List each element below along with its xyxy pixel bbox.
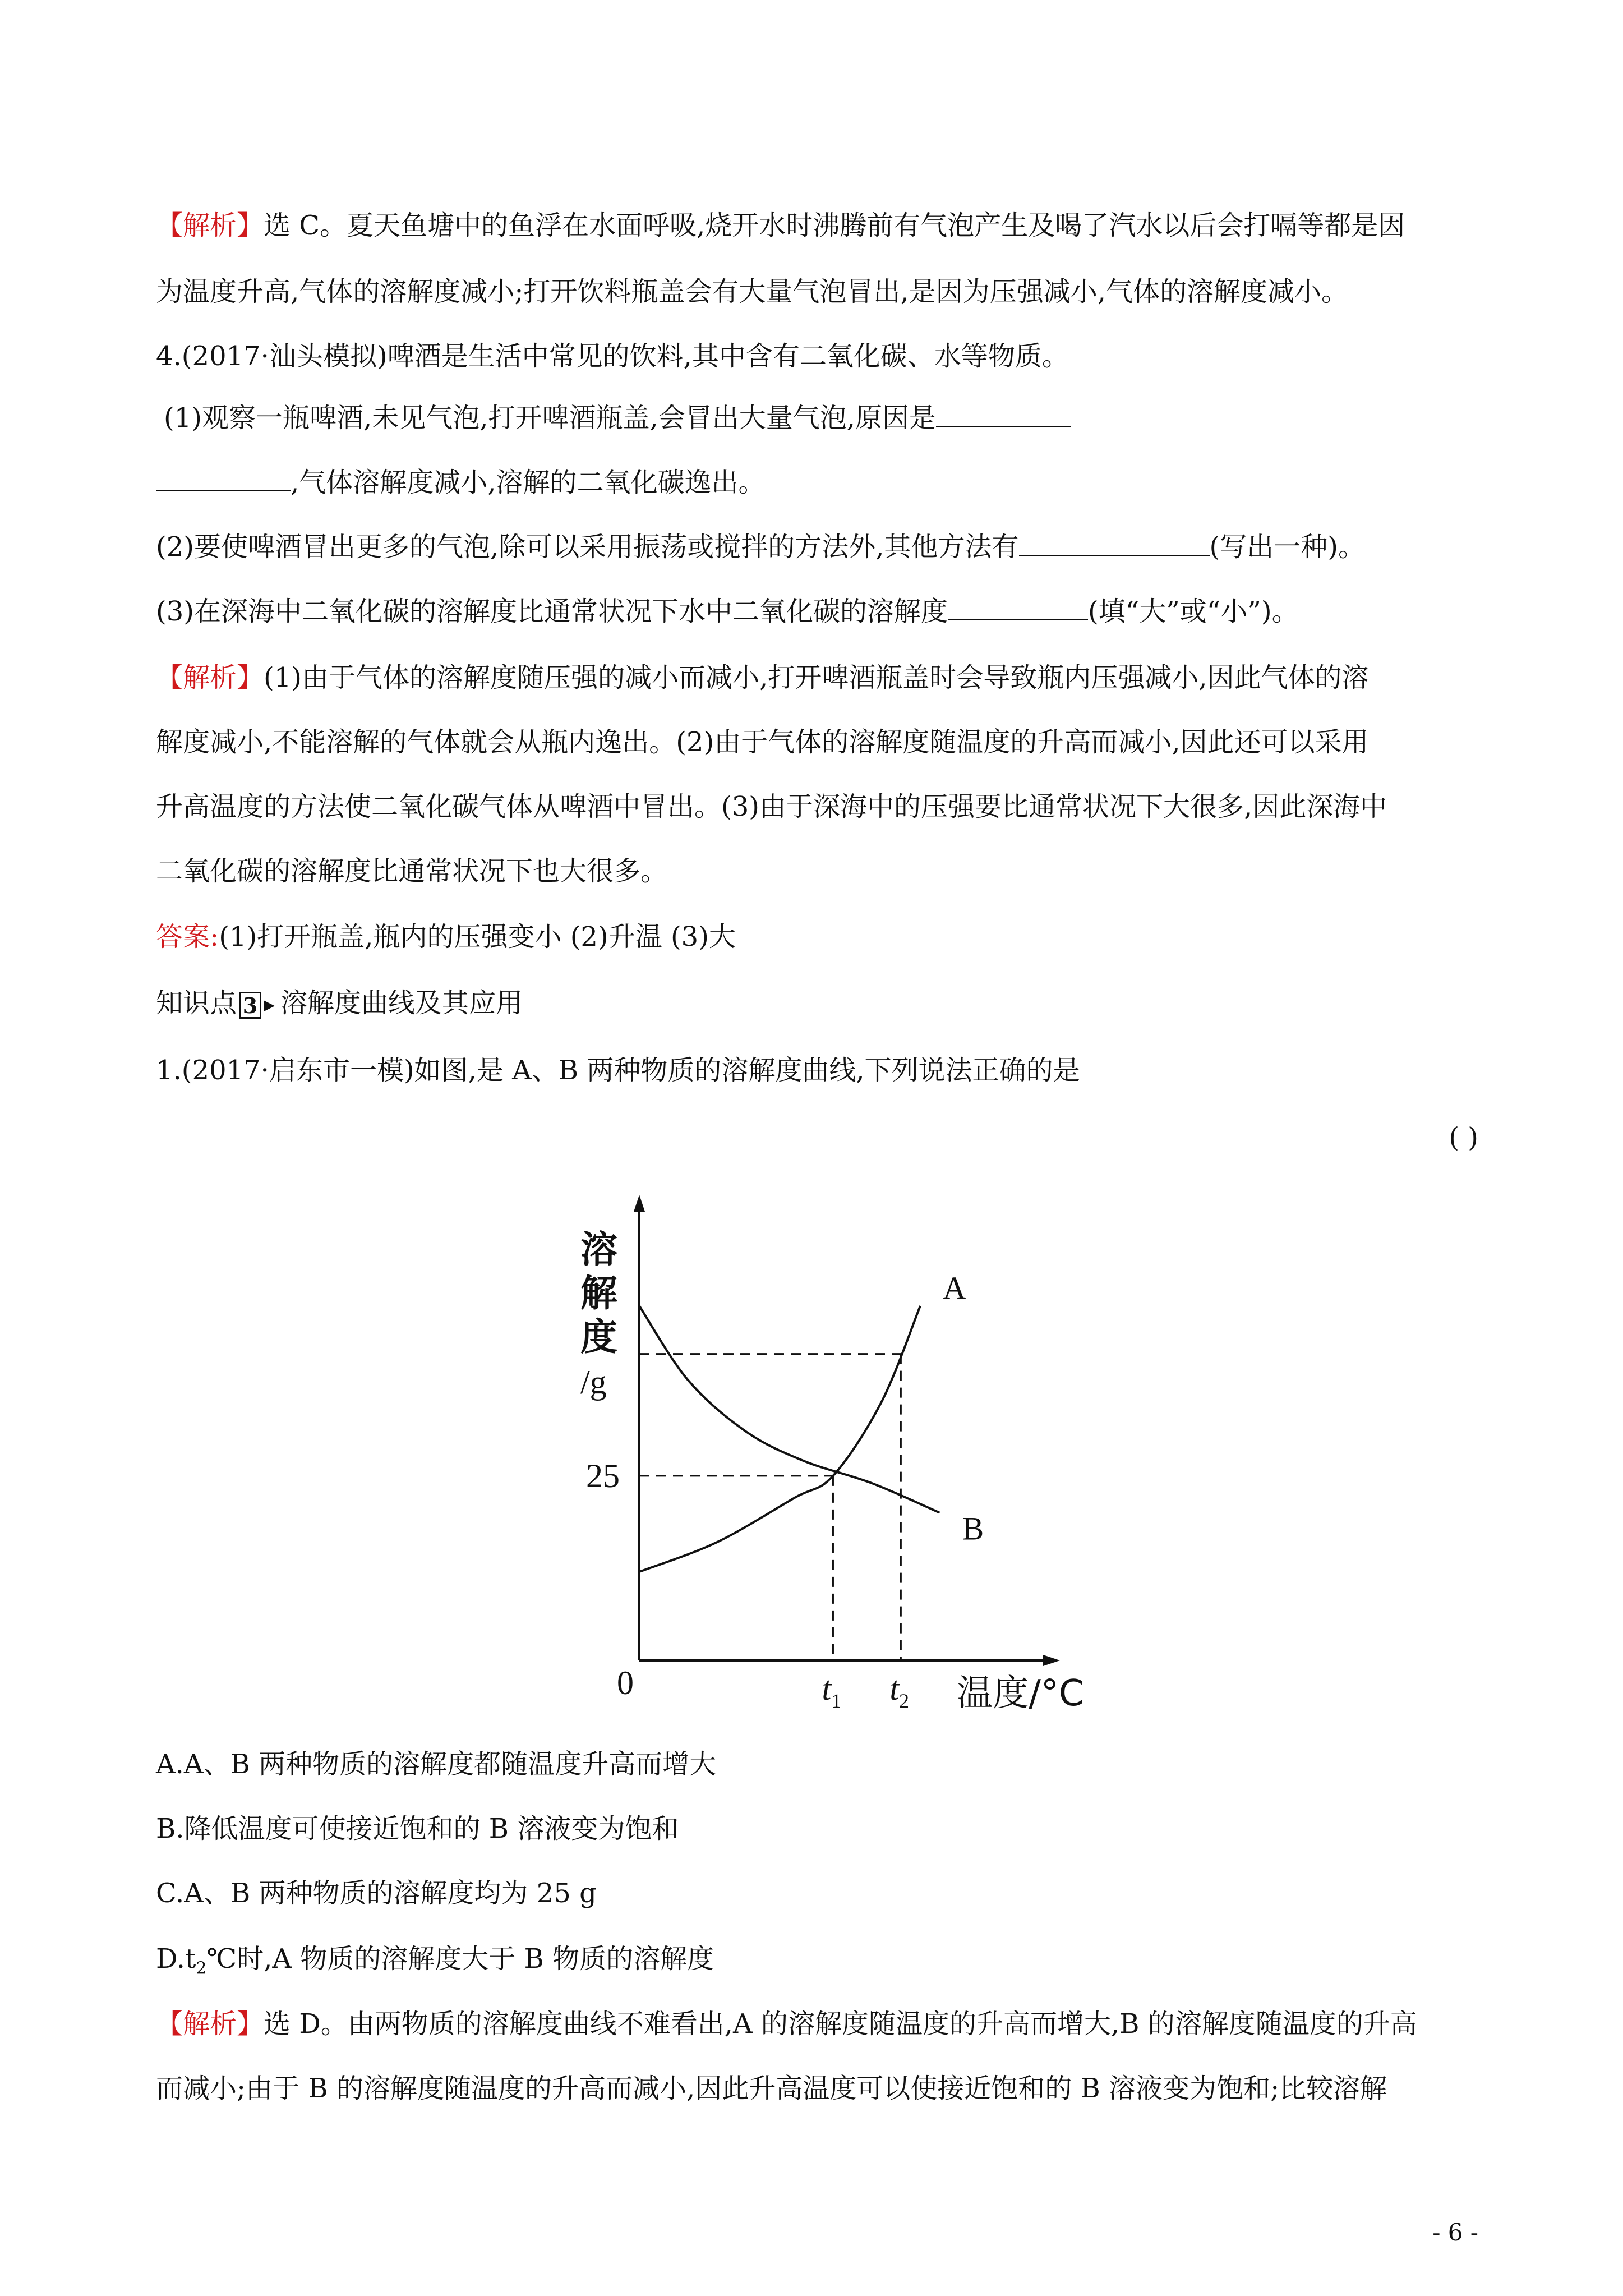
chart-axes (634, 1195, 1060, 1666)
question-4-stem: 4.(2017·汕头模拟)啤酒是生活中常见的饮料,其中含有二氧化碳、水等物质。 (156, 341, 1069, 372)
question-4-sub2: (2)要使啤酒冒出更多的气泡,除可以采用振荡或搅拌的方法外,其他方法有 (写出一种)。 (156, 531, 1365, 563)
answer-4: 答案:(1)打开瓶盖,瓶内的压强变小 (2)升温 (3)大 (156, 921, 736, 953)
series-line-b (639, 1306, 939, 1513)
series-line-a (639, 1306, 920, 1572)
question-4-sub1-cont: ,气体溶解度减小,溶解的二氧化碳逸出。 (156, 466, 766, 499)
answer-parentheses[interactable]: ( ) (1449, 1122, 1478, 1153)
answer-blank[interactable] (948, 597, 1088, 620)
x-axis-label: 温度/°C (957, 1673, 1084, 1711)
x-tick-label-t2: $t_2$ (889, 1670, 910, 1711)
y-axis-unit: /g (580, 1364, 607, 1401)
analysis-p1-line1: 【解析】选 C。夏天鱼塘中的鱼浮在水面呼吸,烧开水时沸腾前有气泡产生及喝了汽水以后会打嗝等都是因 (156, 210, 1405, 241)
solubility-chart (538, 1189, 1088, 1711)
knowledge-number-badge: 3 (239, 992, 261, 1019)
question-1-stem: 1.(2017·启东市一模)如图,是 A、B 两种物质的溶解度曲线,下列说法正确的是 (156, 1055, 1080, 1086)
analysis-4-line2: 解度减小,不能溶解的气体就会从瓶内逸出。(2)由于气体的溶解度随温度的升高而减小,因此还可以采用 (156, 726, 1369, 758)
chart-series (639, 1306, 939, 1572)
analysis-tag: 【解析】 (156, 662, 264, 693)
answer-blank[interactable] (1019, 532, 1210, 556)
analysis-tag: 【解析】 (156, 210, 264, 241)
answer-blank[interactable] (156, 468, 291, 491)
x-tick-label-t1: $t_1$ (822, 1670, 842, 1711)
x-axis-arrow (1043, 1655, 1060, 1666)
y-axis-label-char: 溶 (580, 1228, 617, 1271)
analysis-tag: 【解析】 (156, 2008, 264, 2040)
y-axis-label-char: 解 (580, 1272, 617, 1315)
analysis-4-line3: 升高温度的方法使二氧化碳气体从啤酒中冒出。(3)由于深海中的压强要比通常状况下大很多,因此深海中 (156, 791, 1387, 822)
option-a[interactable]: A.A、B 两种物质的溶解度都随温度升高而增大 (156, 1749, 717, 1780)
analysis-1-line1: 【解析】选 D。由两物质的溶解度曲线不难看出,A 的溶解度随温度的升高而增大,B 的溶解度随温度的升高 (156, 2008, 1417, 2040)
question-4-sub3: (3)在深海中二氧化碳的溶解度比通常状况下水中二氧化碳的溶解度 (填“大”或“小”)。 (156, 596, 1299, 627)
page-number: - 6 - (1432, 2219, 1478, 2246)
option-c[interactable]: C.A、B 两种物质的溶解度均为 25 g (156, 1878, 597, 1909)
option-b[interactable]: B.降低温度可使接近饱和的 B 溶液变为饱和 (156, 1813, 679, 1844)
series-label-b: B (962, 1510, 984, 1547)
y-axis-label-char: 度 (580, 1315, 617, 1359)
knowledge-point-heading: 知识点 3 ▶ 溶解度曲线及其应用 (156, 986, 523, 1022)
y-axis-arrow (634, 1195, 645, 1212)
analysis-4-line1: 【解析】(1)由于气体的溶解度随压强的减小而减小,打开啤酒瓶盖时会导致瓶内压强减小,因此气体的溶 (156, 662, 1369, 693)
analysis-p1-line2: 为温度升高,气体的溶解度减小;打开饮料瓶盖会有大量气泡冒出,是因为压强减小,气体的溶解度减小。 (156, 276, 1348, 307)
y-tick-25: 25 (586, 1457, 620, 1494)
option-d[interactable]: $D.t_2℃$时,A 物质的溶解度大于 B 物质的溶解度 (156, 1943, 714, 1978)
triangle-right-icon: ▶ (264, 996, 275, 1014)
question-4-sub1: (1)观察一瓶啤酒,未见气泡,打开啤酒瓶盖,会冒出大量气泡,原因是 (164, 401, 1071, 435)
answer-tag: 答案: (156, 921, 219, 953)
analysis-4-line4: 二氧化碳的溶解度比通常状况下也大很多。 (156, 855, 668, 887)
chart-guides (639, 1354, 901, 1660)
answer-blank[interactable] (936, 403, 1071, 427)
analysis-1-line2: 而减小;由于 B 的溶解度随温度的升高而减小,因此升高温度可以使接近饱和的 B 溶液变为饱和;比较溶解 (156, 2073, 1387, 2104)
series-label-a: A (942, 1270, 966, 1306)
origin-label: 0 (617, 1664, 634, 1701)
